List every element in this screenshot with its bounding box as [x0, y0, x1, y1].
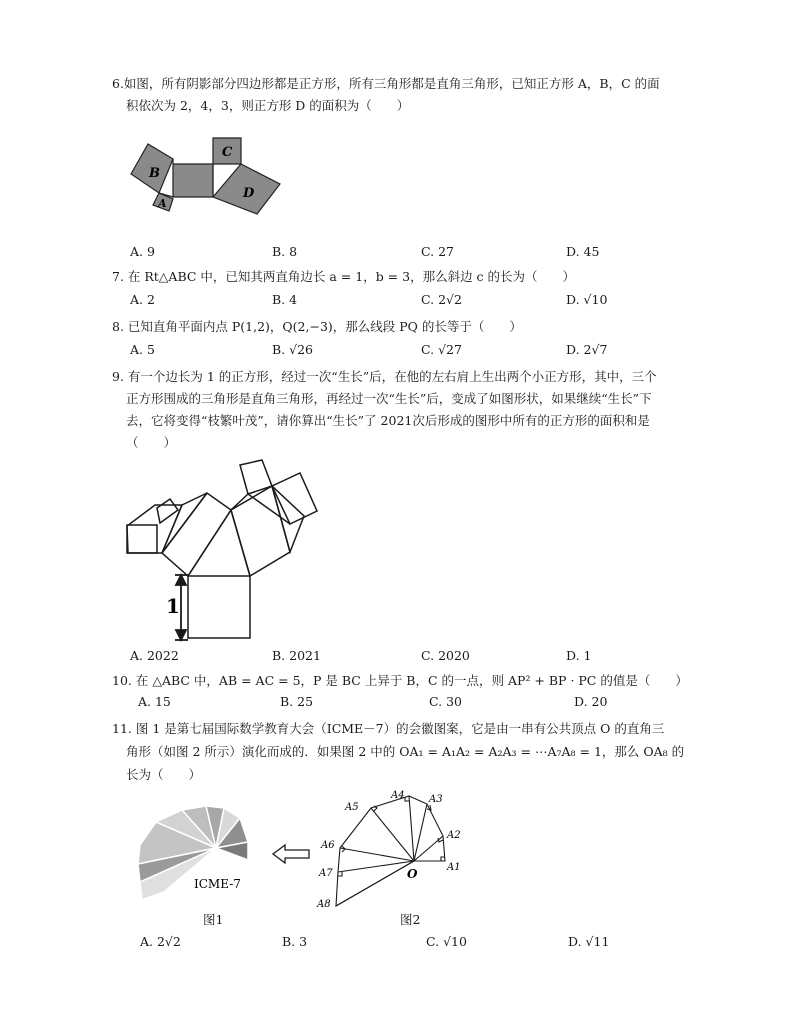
- q9-stem-line3: 去，它将变得“枝繁叶茂”，请你算出“生长”了 2021次后形成的图形中所有的正方形的面积和是: [126, 413, 650, 428]
- label-D: D: [243, 186, 255, 201]
- q11-figure2-spiral: [315, 790, 465, 910]
- side-length-label: 1: [166, 594, 180, 618]
- q7-option-a[interactable]: A. 2: [130, 292, 155, 307]
- q11-option-b[interactable]: B. 3: [282, 934, 308, 949]
- q9-option-d[interactable]: D. 1: [566, 648, 592, 663]
- label-A5: A5: [345, 802, 359, 813]
- q11-figure1-caption: 图1: [203, 912, 224, 927]
- label-A2: A2: [447, 830, 461, 841]
- q11-stem-line3: 长为（ ）: [126, 767, 202, 782]
- q9-stem-line4: （ ）: [126, 435, 177, 450]
- q10-option-c[interactable]: C. 30: [429, 694, 462, 709]
- q11-figure2-caption: 图2: [400, 912, 421, 927]
- label-C: C: [222, 145, 233, 160]
- q6-figure: [125, 132, 300, 217]
- center-square: [173, 164, 213, 197]
- q10-option-b[interactable]: B. 25: [280, 694, 314, 709]
- q7-option-d[interactable]: D. √10: [566, 292, 608, 307]
- q10-option-a[interactable]: A. 15: [138, 694, 171, 709]
- label-A6: A6: [321, 840, 335, 851]
- q9-option-b[interactable]: B. 2021: [272, 648, 321, 663]
- q6-option-b[interactable]: B. 8: [272, 244, 298, 259]
- label-A8: A8: [317, 899, 331, 910]
- q7-stem: 7. 在 Rt△ABC 中，已知其两直角边长 a = 1，b = 3，那么斜边 c 的长为（ ）: [112, 269, 576, 284]
- q9-stem-line2: 正方形围成的三角形是直角三角形，再经过一次“生长”后，变成了如图形状，如果继续“生长”下: [126, 391, 652, 406]
- q8-option-c[interactable]: C. √27: [421, 342, 462, 357]
- q9-option-c[interactable]: C. 2020: [421, 648, 470, 663]
- q6-option-a[interactable]: A. 9: [130, 244, 155, 259]
- base-square: [188, 576, 250, 638]
- q9-option-a[interactable]: A. 2022: [130, 648, 179, 663]
- q7-option-b[interactable]: B. 4: [272, 292, 298, 307]
- label-A3: A3: [429, 794, 443, 805]
- q7-option-c[interactable]: C. 2√2: [421, 292, 462, 307]
- left-arrow-icon: [271, 843, 311, 865]
- q6-option-d[interactable]: D. 45: [566, 244, 600, 259]
- q6-stem-line2: 积依次为 2，4，3，则正方形 D 的面积为（ ）: [126, 98, 410, 113]
- q8-option-b[interactable]: B. √26: [272, 342, 314, 357]
- q11-stem-line2: 角形（如图 2 所示）演化而成的．如果图 2 中的 OA₁ = A₁A₂ = A₂A₃ = ⋯A₇A₈ = 1，那么 OA₈ 的: [126, 744, 685, 759]
- q11-figure1-logo: [134, 800, 259, 900]
- q11-option-d[interactable]: D. √11: [568, 934, 610, 949]
- q11-stem-line1: 11. 图 1 是第七届国际数学教育大会（ICME－7）的会徽图案，它是由一串有公共顶点 O 的直角三: [112, 721, 665, 736]
- q10-option-d[interactable]: D. 20: [574, 694, 608, 709]
- label-B: B: [149, 166, 160, 181]
- q11-option-c[interactable]: C. √10: [426, 934, 467, 949]
- icme-7-text: ICME-7: [194, 877, 241, 891]
- q9-stem-line1: 9. 有一个边长为 1 的正方形，经过一次“生长”后，在他的左右肩上生出两个小正方形，其中，三个: [112, 369, 657, 384]
- q6-option-c[interactable]: C. 27: [421, 244, 454, 259]
- label-A4: A4: [391, 790, 405, 801]
- label-A7: A7: [319, 868, 333, 879]
- label-O: O: [407, 867, 418, 881]
- q6-stem-line1: 6.如图，所有阴影部分四边形都是正方形，所有三角形都是直角三角形，已知正方形 A，B，C 的面: [112, 76, 660, 91]
- q9-figure: [122, 456, 357, 644]
- q8-stem: 8. 已知直角平面内点 P(1,2)，Q(2,−3)，那么线段 PQ 的长等于（ ）: [112, 319, 522, 334]
- q11-option-a[interactable]: A. 2√2: [140, 934, 181, 949]
- label-A1: A1: [447, 862, 461, 873]
- label-A: A: [158, 197, 167, 210]
- q8-option-d[interactable]: D. 2√7: [566, 342, 608, 357]
- q10-stem: 10. 在 △ABC 中，AB = AC = 5，P 是 BC 上异于 B，C 的一点，则 AP² + BP · PC 的值是（ ）: [112, 673, 688, 688]
- q8-option-a[interactable]: A. 5: [130, 342, 155, 357]
